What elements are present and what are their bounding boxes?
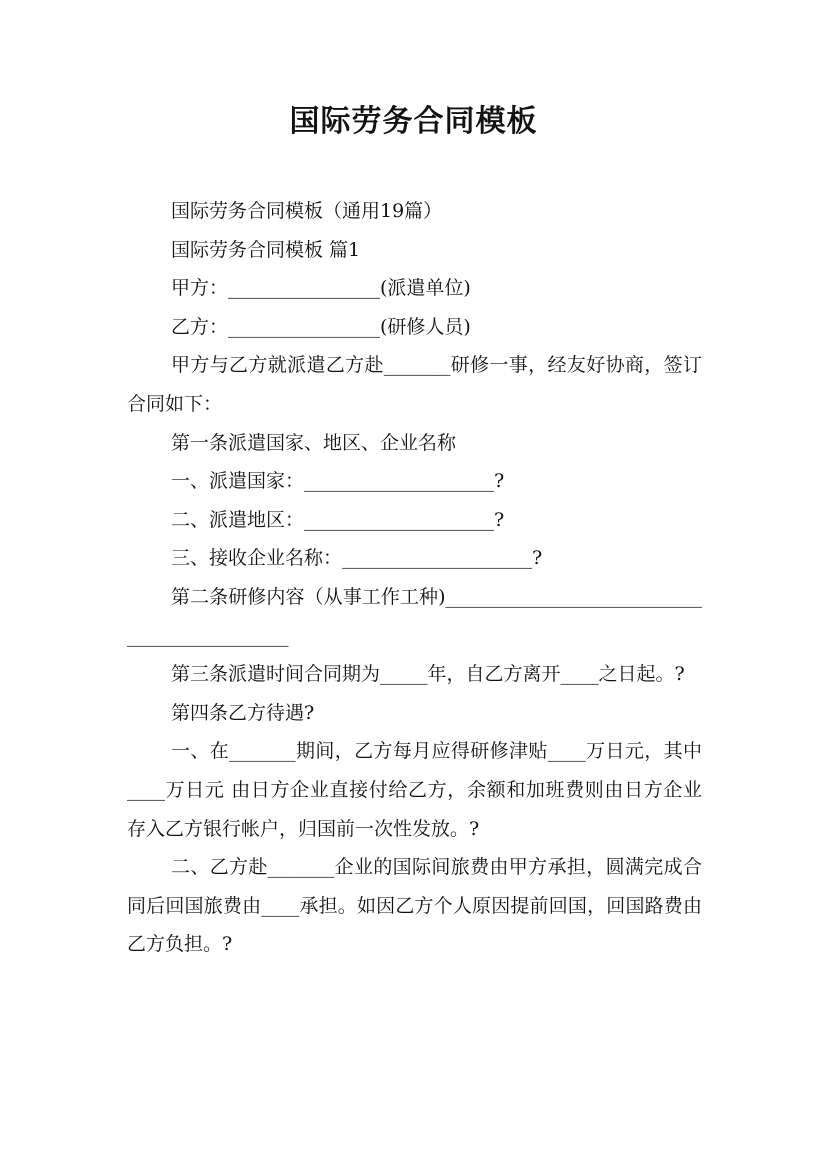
paragraph-article-2: 第二条研修内容（从事工作工种)____________________________________________ bbox=[127, 585, 702, 647]
paragraph-country: 一、派遣国家：____________________? bbox=[171, 470, 505, 493]
paragraph-company: 三、接收企业名称：____________________? bbox=[171, 547, 543, 570]
paragraph-article-4: 第四条乙方待遇? bbox=[171, 701, 315, 724]
paragraph-article-1: 第一条派遣国家、地区、企业名称 bbox=[171, 431, 457, 454]
document-title: 国际劳务合同模板 bbox=[289, 104, 538, 139]
paragraph-allowance: 一、在_______期间，乙方每月应得研修津贴____万日元，其中____万日元 由日方企业直接付给乙方，余额和加班费则由日方企业存入乙方银行帐户，归国前一次性发放。? bbox=[127, 740, 702, 840]
paragraph-party-b: 乙方：________________(研修人员) bbox=[171, 315, 471, 338]
paragraph-party-a: 甲方：________________(派遣单位) bbox=[171, 277, 471, 300]
document-body bbox=[127, 192, 702, 964]
paragraph-section-heading: 国际劳务合同模板 篇1 bbox=[171, 238, 361, 261]
paragraph-subtitle: 国际劳务合同模板（通用19篇） bbox=[171, 200, 443, 222]
paragraph-region: 二、派遣地区：____________________? bbox=[171, 508, 505, 531]
paragraph-travel-expense: 二、乙方赴_______企业的国际间旅费由甲方承担，圆满完成合同后回国旅费由____承担。如因乙方个人原因提前回国，回国路费由乙方负担。? bbox=[127, 856, 702, 956]
paragraph-article-3: 第三条派遣时间合同期为_____年，自乙方离开____之日起。? bbox=[171, 663, 685, 686]
paragraph-preamble: 甲方与乙方就派遣乙方赴_______研修一事，经友好协商，签订合同如下： bbox=[127, 354, 702, 415]
